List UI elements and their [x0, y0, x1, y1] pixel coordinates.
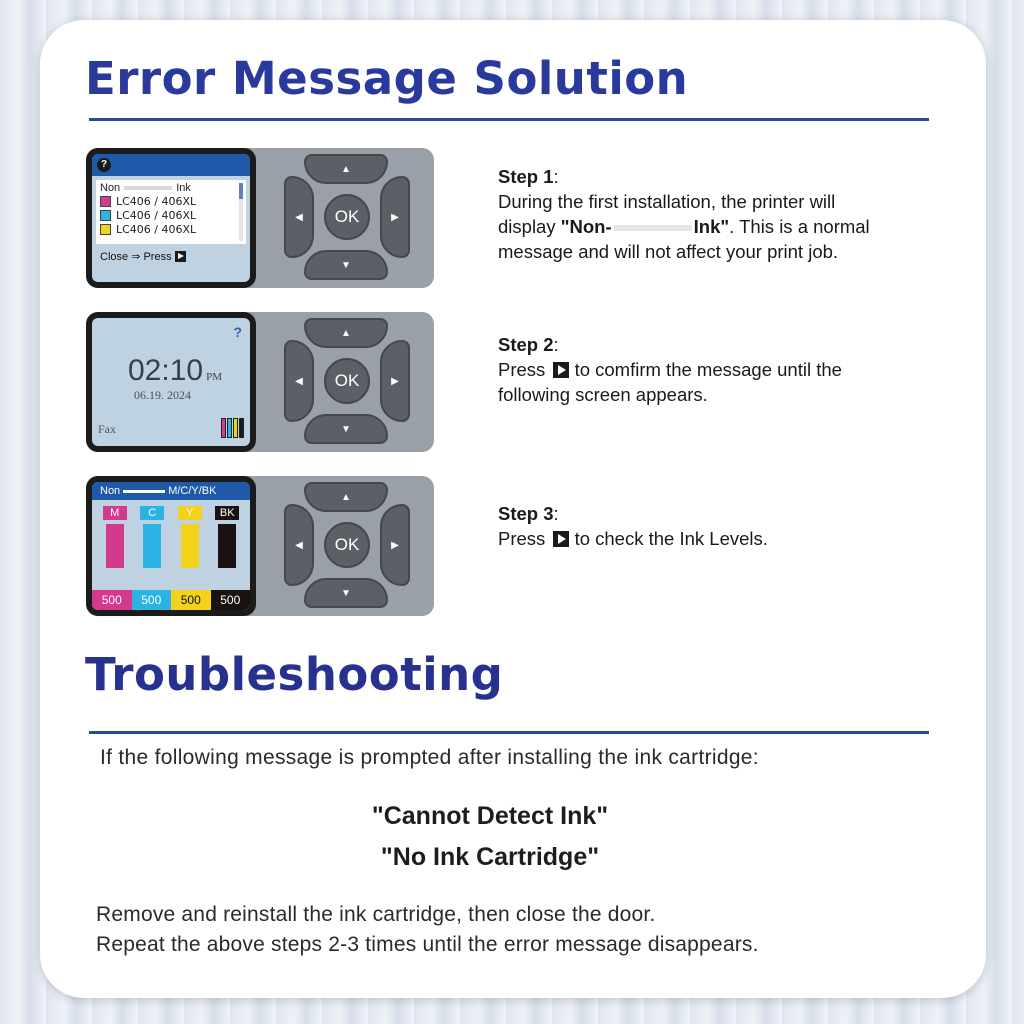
ink-values-row [92, 590, 250, 610]
step1-pre: display [498, 216, 561, 237]
cartridge-label: LC406 / 406XL [116, 223, 197, 236]
ok-button[interactable]: OK [324, 522, 370, 568]
down-arrow-button[interactable]: ▼ [304, 250, 388, 280]
clock-time [128, 354, 222, 388]
ok-button[interactable]: OK [324, 358, 370, 404]
ink-level-bar [143, 524, 161, 568]
color-list-label: M/C/Y/BK [168, 485, 217, 497]
screen-header [92, 154, 250, 176]
ink-value: 500 [211, 590, 251, 610]
error-message-2: "No Ink Cartridge" [380, 843, 600, 871]
close-label: Close ⇒ Press [100, 251, 172, 263]
ink-color-label: Y [178, 506, 202, 520]
list-item [100, 223, 242, 236]
error-message-1: "Cannot Detect Ink" [371, 802, 609, 830]
fix-instruction-1: Remove and reinstall the ink cartridge, then close the door. [96, 903, 656, 926]
list-scrollbar [239, 183, 243, 241]
left-arrow-button[interactable]: ◀ [284, 176, 314, 258]
step2-text: Step 2: Press to comfirm the message until the following screen appears. [498, 332, 938, 407]
printer-panel-step2 [86, 312, 434, 452]
list-item [100, 209, 242, 222]
ampm-label: PM [206, 371, 222, 383]
non-label: Non [100, 485, 121, 497]
play-icon [553, 362, 569, 378]
step1-post: . This is a normal [729, 216, 870, 237]
ink-columns [92, 500, 250, 592]
cartridge-label: LC406 / 406XL [116, 209, 197, 222]
printer-panel-step3 [86, 476, 434, 616]
title-divider [89, 118, 929, 121]
printer-screen-step1 [86, 148, 256, 288]
step3-text: Step 3: Press to check the Ink Levels. [498, 503, 768, 549]
play-icon [175, 251, 186, 262]
up-arrow-button[interactable]: ▲ [304, 482, 388, 512]
yellow-ink-bar [233, 418, 238, 438]
up-arrow-button[interactable]: ▲ [304, 154, 388, 184]
step2-title: Step 2 [498, 334, 554, 355]
magenta-swatch [100, 196, 111, 207]
step1-line1: During the first installation, the printer will [498, 191, 836, 212]
ink-color-label: M [103, 506, 127, 520]
ink-color-label: BK [215, 506, 239, 520]
non-label: Non [100, 182, 121, 194]
time-value: 02:10 [128, 354, 204, 387]
ink-value: 500 [171, 590, 211, 610]
step1-ink: Ink" [693, 216, 730, 237]
fix-instruction-2: Repeat the above steps 2-3 times until the error message disappears. [96, 933, 759, 956]
page-title: Error Message Solution [85, 52, 689, 105]
step3-post: to check the Ink Levels. [574, 528, 768, 549]
left-arrow-button[interactable]: ◀ [284, 504, 314, 586]
troubleshooting-intro: If the following message is prompted after installing the ink cartridge: [100, 746, 759, 769]
right-arrow-button[interactable]: ▶ [380, 340, 410, 422]
ink-value: 500 [92, 590, 132, 610]
left-arrow-button[interactable]: ◀ [284, 340, 314, 422]
troubleshooting-title: Troubleshooting [85, 648, 504, 701]
printer-panel-step1 [86, 148, 434, 288]
wifi-icon: ? [233, 324, 242, 340]
ink-levels-header [92, 482, 250, 500]
down-arrow-button[interactable]: ▼ [304, 578, 388, 608]
step2-pre: Press [498, 359, 546, 380]
dpad [284, 318, 412, 446]
right-arrow-button[interactable]: ▶ [380, 176, 410, 258]
ink-color-label: C [140, 506, 164, 520]
redacted-brand [124, 186, 172, 190]
right-arrow-button[interactable]: ▶ [380, 504, 410, 586]
ink-label: Ink [176, 182, 191, 194]
cyan-swatch [100, 210, 111, 221]
cyan-ink-bar [227, 418, 232, 438]
clock-date: 06.19. 2024 [134, 388, 191, 402]
dpad [284, 482, 412, 610]
step2-post: to comfirm the message until the [574, 359, 842, 380]
down-arrow-button[interactable]: ▼ [304, 414, 388, 444]
printer-screen-step2 [86, 312, 256, 452]
ink-value: 500 [132, 590, 172, 610]
magenta-ink-bar [221, 418, 226, 438]
yellow-swatch [100, 224, 111, 235]
help-icon: ? [97, 158, 111, 172]
ink-column-c [137, 506, 167, 592]
step3-pre: Press [498, 528, 546, 549]
play-icon [553, 531, 569, 547]
ink-level-bar [181, 524, 199, 568]
dpad [284, 154, 412, 282]
ink-level-icon [221, 418, 244, 438]
step3-title: Step 3 [498, 503, 554, 524]
cartridge-list [96, 180, 246, 244]
step1-line3: message and will not affect your print job. [498, 241, 839, 262]
step2-line2: following screen appears. [498, 384, 708, 405]
fax-label: Fax [98, 422, 116, 436]
ink-column-bk [212, 506, 242, 592]
redacted-brand [123, 490, 165, 493]
printer-screen-step3 [86, 476, 256, 616]
list-item [100, 195, 242, 208]
troubleshooting-divider [89, 731, 929, 734]
step1-text: Step 1: During the first installation, the printer will display "Non- Ink". This is a normal message and will not affect your print job. [498, 164, 938, 264]
ok-button[interactable]: OK [324, 194, 370, 240]
close-hint [100, 250, 186, 263]
up-arrow-button[interactable]: ▲ [304, 318, 388, 348]
cartridge-label: LC406 / 406XL [116, 195, 197, 208]
ink-level-bar [106, 524, 124, 568]
ink-column-m [100, 506, 130, 592]
redacted-brand [614, 225, 692, 231]
black-ink-bar [239, 418, 244, 438]
ink-column-y [175, 506, 205, 592]
step1-non: "Non- [560, 216, 612, 237]
step1-title: Step 1 [498, 166, 554, 187]
ink-level-bar [218, 524, 236, 568]
